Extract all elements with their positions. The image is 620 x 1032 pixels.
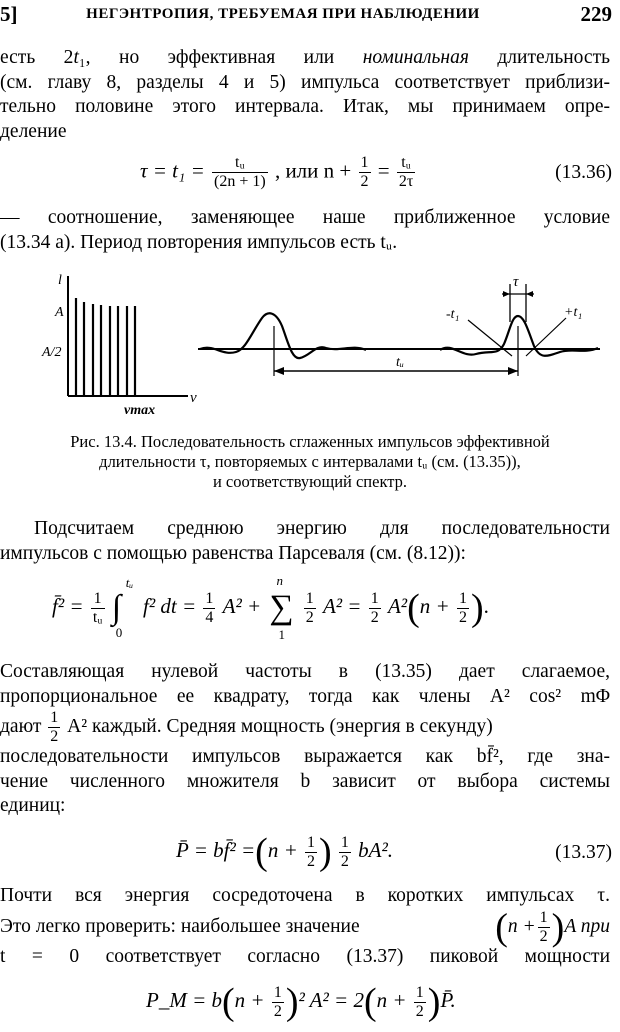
y-axis-label: l (58, 273, 62, 288)
text-line: последовательности импульсов выражается как bf̄², где зна- (0, 746, 610, 767)
fraction: $\frac{1}{4}$ (205, 589, 214, 626)
text-line: Составляющая нулевой частоты в (13.35) дает слагаемое, (0, 661, 610, 682)
fraction: $\frac{1}{2}$ (415, 983, 424, 1020)
text-line: (13.34 а). Период повторения импульсов есть tᵤ. (0, 231, 398, 253)
paragraph-1 (0, 46, 610, 144)
paragraph-5 (0, 884, 610, 969)
equation-number: (13.36) (555, 162, 612, 183)
figure-13-4 (0, 268, 620, 428)
fraction: $\frac{\text{tᵤ}}{(2n + 1)}$ (214, 154, 266, 190)
fraction: $\frac{1}{2}$ (360, 154, 369, 190)
level-a2-label: A/2 (42, 345, 62, 360)
fraction: $\frac{1}{2}$ (340, 833, 349, 870)
text-line: есть 2t₁, но эффективная или номинальная длительность (0, 47, 610, 68)
level-a-label: A (55, 305, 64, 320)
running-head: НЕГЭНТРОПИЯ, ТРЕБУЕМАЯ ПРИ НАБЛЮДЕНИИ (86, 6, 480, 22)
period-label: tᵤ (396, 355, 404, 370)
text-line: Это легко проверить: наибольшее значение (n + $\frac{1}{2}$ )A при (0, 906, 610, 949)
text-line: t = 0 соответствует согласно (13.37) пиковой мощности (0, 945, 610, 967)
paragraph-3 (0, 517, 610, 566)
x-axis-label: ν (190, 390, 197, 406)
caption-line: и соответствующий спектр. (212, 472, 408, 491)
minus-t1-label: -t₁ (446, 307, 460, 322)
x-max-label: νmax (124, 403, 156, 418)
text-line: дают $\frac{1}{2}$ A² каждый. Средняя мощность (энергия в секунду) (0, 709, 493, 745)
equation-13-37: P̄ = bf̄² =(n + $\frac{1}{2}$ ) $\frac{1}{2}$ bA². (13.37) (176, 831, 612, 873)
paragraph-4 (0, 660, 610, 819)
pulse-train (198, 274, 600, 376)
integral-sign: ∫ tᵤ 0 (111, 575, 134, 640)
text-line: импульсов с помощью равенства Парсеваля (см. (8.12)): (0, 542, 466, 564)
fraction: $\frac{1}{2}$ (307, 833, 315, 870)
plus-t1-label: +t₁ (564, 305, 583, 320)
text-line: Подсчитаем среднюю энергию для последовательности (34, 518, 610, 539)
text-line: тельно половине этого интервала. Итак, мы принимаем опре- (0, 96, 610, 117)
equation-13-36: τ = t₁ = $\frac{\text{tᵤ}}{(2n + 1)}$ , или n + $\frac{1}{2}$ = $\frac{\text{tᵤ}}{2\tau}$ (13.36) (140, 154, 612, 190)
tau-label: τ (513, 274, 519, 290)
fraction: $\frac{1}{2}$ (458, 589, 467, 626)
fraction: $\frac{1}{2}$ (305, 589, 314, 626)
spectrum-plot (41, 273, 197, 418)
figure-caption (0, 432, 620, 492)
fraction: $\frac{1}{2}$ (273, 983, 282, 1020)
equation-number: (13.37) (555, 842, 612, 863)
equation-peak-power: P_M = b(n + $\frac{1}{2}$ )² A² = 2(n + $\frac{1}{2}$ )P̄. (146, 981, 456, 1023)
section-number: 5] (0, 2, 18, 26)
caption-line: Рис. 13.4. Последовательность сглаженных импульсов эффективной (70, 432, 550, 451)
eq-lhs: τ = t₁ = (140, 158, 205, 183)
eq-text: , или n + (274, 158, 352, 183)
paragraph-2 (0, 206, 610, 255)
text-line: — соотношение, заменяющее наше приближенное условие (0, 207, 610, 228)
text-line: (см. главу 8, разделы 4 и 5) импульса соответствует приблизи- (0, 71, 610, 93)
text-line: единиц: (0, 795, 66, 816)
text-line: чение численного множителя b зависит от выбора системы (0, 770, 610, 792)
fraction: $\frac{\text{tᵤ}}{2\tau}$ (398, 154, 414, 190)
fraction: $\frac{1}{2}$ (370, 589, 379, 626)
text-line: деление (0, 120, 67, 142)
sum-sign: ∑ n 1 (269, 573, 294, 642)
fraction: $\frac{1}{\text{tᵤ}}$ (92, 589, 103, 626)
text-line: Почти вся энергия сосредоточена в коротких импульсах τ. (0, 885, 610, 906)
caption-line: длительности τ, повторяемых с интервалами tᵤ (см. (13.35)), (99, 452, 521, 471)
text-line: пропорциональное ее квадрату, тогда как члены A² cos² mΦ (0, 685, 610, 707)
equation-parseval: f̄² = $\frac{1}{\text{tᵤ}}$ ∫ tᵤ 0 f² dt = $\frac{1}{4}$ A² + ∑ n 1 $\frac{1}{2}$ A² = $\frac{1}{2}$ A²(n + $\frac{1}{2}$ ). (52, 573, 489, 642)
page-header (0, 2, 620, 30)
page-number: 229 (580, 2, 612, 26)
